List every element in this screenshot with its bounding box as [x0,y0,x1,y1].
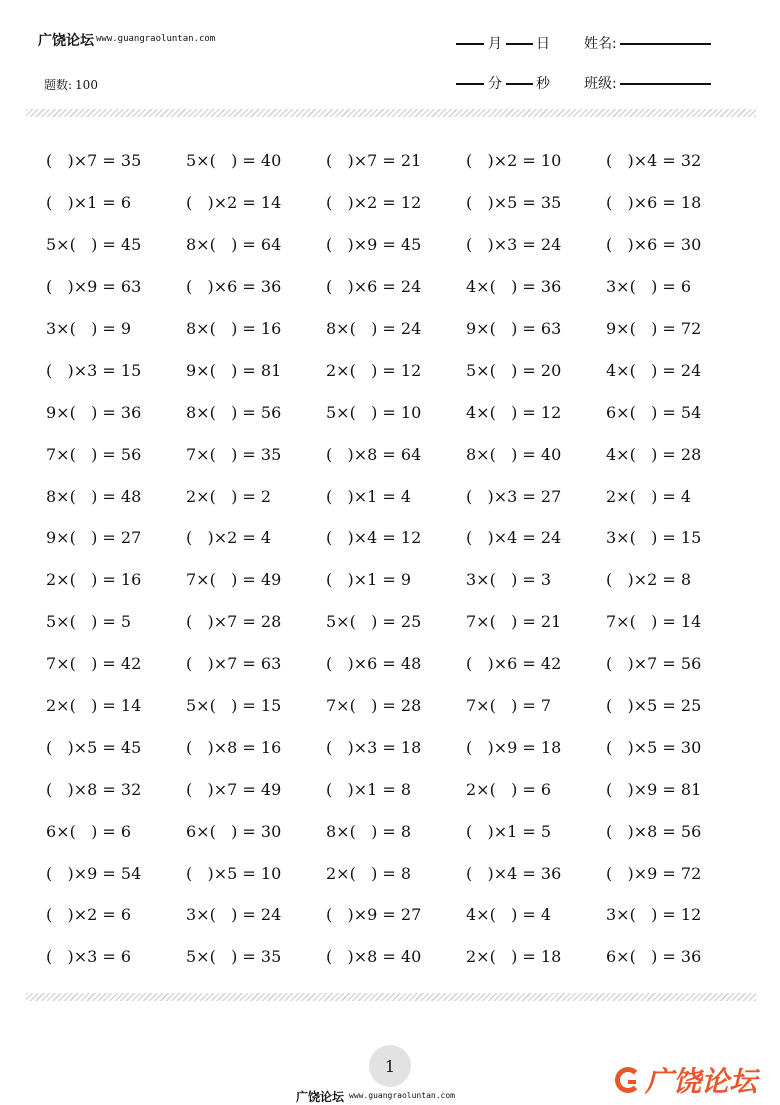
problem-row [46,810,746,852]
problem-item: 8×( ) = 8 [326,821,412,841]
footer-site-url: www.guangraoluntan.com [349,1091,455,1100]
problem-row [46,726,746,768]
problem-item: ( )×6 = 48 [326,654,422,674]
problem-row [46,308,746,350]
problem-row [46,266,746,308]
problem-item: ( )×4 = 24 [466,528,562,548]
problem-item: 2×( ) = 4 [606,486,692,506]
problem-item: ( )×9 = 54 [46,863,142,883]
month-blank[interactable] [456,43,484,45]
problem-item: 5×( ) = 15 [186,696,282,716]
problem-item: 3×( ) = 15 [606,528,702,548]
problem-item: ( )×6 = 24 [326,277,422,297]
month-label: 月 [488,36,502,52]
problem-item: 5×( ) = 20 [466,360,562,380]
problem-item: 7×( ) = 28 [326,696,422,716]
page-number: 1 [369,1045,411,1087]
problem-item: ( )×7 = 35 [46,151,142,171]
problem-item: 2×( ) = 8 [326,863,412,883]
problem-row [46,433,746,475]
problem-item: 2×( ) = 6 [466,779,552,799]
second-label: 秒 [536,76,550,92]
minute-label: 分 [488,76,502,92]
problem-item: 4×( ) = 12 [466,402,562,422]
problem-row [46,852,746,894]
problem-item: 8×( ) = 40 [466,444,562,464]
problem-item: ( )×2 = 4 [186,528,272,548]
problem-item: ( )×3 = 27 [466,486,562,506]
problem-item: 9×( ) = 63 [466,319,562,338]
problem-row [46,768,746,810]
problem-row [46,936,746,978]
problem-item: ( )×2 = 6 [46,905,132,925]
problem-item: ( )×8 = 32 [46,779,142,799]
problem-item: ( )×8 = 40 [326,947,422,967]
logo-text: 广饶论坛 [645,1065,758,1098]
problem-row [46,601,746,643]
problem-item: ( )×9 = 27 [326,905,422,925]
minute-blank[interactable] [456,83,484,85]
problem-item: 8×( ) = 24 [326,319,422,338]
count-label: 题数: [44,78,73,92]
problem-item: 2×( ) = 14 [46,696,142,716]
day-label: 日 [536,36,550,52]
problem-item: 2×( ) = 16 [46,570,142,590]
problem-row [46,643,746,685]
problem-item: 8×( ) = 64 [186,235,282,255]
class-field[interactable] [620,83,711,85]
problem-item: ( )×1 = 4 [326,486,412,506]
problem-item: ( )×2 = 14 [186,193,282,213]
problem-item: ( )×7 = 21 [326,151,422,171]
problem-grid [46,140,746,978]
problem-item: ( )×5 = 25 [606,696,702,716]
problem-item: 5×( ) = 35 [186,947,282,967]
day-blank[interactable] [506,43,533,45]
footer-site-name: 广饶论坛 [296,1090,345,1104]
problem-item: ( )×1 = 8 [326,779,412,799]
second-blank[interactable] [506,83,533,85]
problem-item: 4×( ) = 28 [606,444,702,464]
problem-item: ( )×8 = 64 [326,444,422,464]
problem-item: 9×( ) = 72 [606,319,702,338]
problem-item: 2×( ) = 2 [186,486,272,506]
problem-row [46,685,746,727]
problem-row [46,182,746,224]
problem-row [46,475,746,517]
name-label: 姓名: [584,36,617,52]
problem-item: ( )×7 = 49 [186,779,282,799]
bottom-divider [26,993,756,1001]
problem-item: ( )×4 = 32 [606,151,702,171]
site-name: 广饶论坛 [38,33,94,49]
problem-item: ( )×7 = 28 [186,612,282,632]
problem-item: 3×( ) = 12 [606,905,702,925]
problem-item: 8×( ) = 56 [186,402,282,422]
problem-item: ( )×6 = 30 [606,235,702,255]
problem-item: 7×( ) = 42 [46,654,142,674]
class-label: 班级: [584,76,617,92]
problem-item: 7×( ) = 21 [466,612,562,632]
problem-item: 6×( ) = 6 [46,821,132,841]
problem-item: ( )×1 = 5 [466,821,552,841]
problem-item: ( )×2 = 10 [466,151,562,171]
brand-logo [615,1060,757,1100]
problem-item: 5×( ) = 5 [46,612,132,632]
problem-item: 3×( ) = 24 [186,905,282,925]
problem-item: ( )×9 = 81 [606,779,702,799]
problem-item: 6×( ) = 36 [606,947,702,967]
problem-item: ( )×2 = 12 [326,193,422,213]
problem-item: 6×( ) = 30 [186,821,282,841]
problem-row [46,517,746,559]
problem-item: 7×( ) = 7 [466,696,552,716]
problem-item: ( )×7 = 56 [606,654,702,674]
count-value: 100 [75,78,98,92]
problem-item: ( )×1 = 6 [46,193,132,213]
problem-item: ( )×7 = 63 [186,654,282,674]
problem-item: ( )×6 = 42 [466,654,562,674]
problem-item: 8×( ) = 16 [186,319,282,338]
problem-item: 7×( ) = 14 [606,612,702,632]
problem-item: ( )×3 = 15 [46,360,142,380]
problem-item: ( )×9 = 45 [326,235,422,255]
problem-item: 9×( ) = 81 [186,360,282,380]
problem-row [46,559,746,601]
problem-row [46,349,746,391]
problem-item: ( )×5 = 35 [466,193,562,213]
problem-item: ( )×3 = 6 [46,947,132,967]
problem-item: ( )×3 = 24 [466,235,562,255]
problem-item: 3×( ) = 6 [606,277,692,297]
problem-item: ( )×6 = 18 [606,193,702,213]
problem-item: 7×( ) = 35 [186,444,282,464]
problem-item: 3×( ) = 3 [466,570,552,590]
problem-item: 5×( ) = 25 [326,612,422,632]
problem-row [46,894,746,936]
logo-mark-icon [615,1067,641,1093]
name-field[interactable] [620,43,711,45]
problem-item: 5×( ) = 45 [46,235,142,255]
problem-item: 6×( ) = 54 [606,402,702,422]
problem-item: ( )×9 = 72 [606,863,702,883]
problem-item: 7×( ) = 49 [186,570,282,590]
problem-item: 5×( ) = 10 [326,402,422,422]
problem-item: 9×( ) = 36 [46,402,142,422]
problem-item: 2×( ) = 12 [326,360,422,380]
problem-item: ( )×1 = 9 [326,570,412,590]
problem-item: ( )×6 = 36 [186,277,282,297]
problem-item: ( )×8 = 16 [186,737,282,757]
problem-item: 4×( ) = 4 [466,905,552,925]
problem-item: ( )×5 = 30 [606,737,702,757]
problem-item: 2×( ) = 18 [466,947,562,967]
problem-item: 9×( ) = 27 [46,528,142,548]
site-url: www.guangraoluntan.com [96,34,216,44]
problem-item: ( )×4 = 36 [466,863,562,883]
problem-count [44,76,98,93]
problem-item: ( )×4 = 12 [326,528,422,548]
problem-item: 4×( ) = 36 [466,277,562,297]
problem-item: 5×( ) = 40 [186,151,282,171]
problem-item: ( )×2 = 8 [606,570,692,590]
problem-item: ( )×9 = 63 [46,277,142,297]
problem-row [46,391,746,433]
problem-item: ( )×8 = 56 [606,821,702,841]
problem-item: 8×( ) = 48 [46,486,142,506]
problem-item: ( )×3 = 18 [326,737,422,757]
problem-row [46,140,746,182]
problem-row [46,224,746,266]
problem-item: 4×( ) = 24 [606,360,702,380]
problem-item: ( )×5 = 10 [186,863,282,883]
problem-item: ( )×9 = 18 [466,737,562,757]
problem-item: 7×( ) = 56 [46,444,142,464]
top-divider [26,109,756,117]
problem-item: 3×( ) = 9 [46,319,132,338]
problem-item: ( )×5 = 45 [46,737,142,757]
